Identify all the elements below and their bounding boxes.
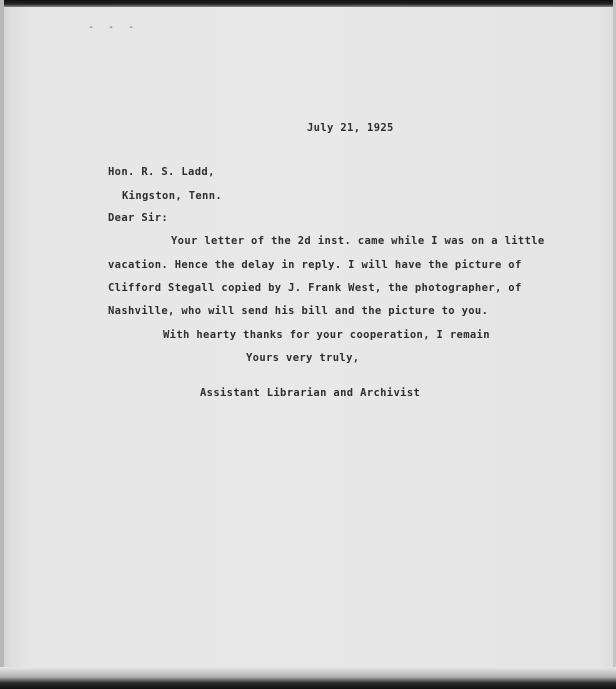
body-line: Clifford Stegall copied by J. Frank West, the photographer, of [108, 282, 522, 294]
paper-specks: - - - [88, 22, 139, 33]
closing-line: With hearty thanks for your cooperation, I remain [163, 329, 490, 341]
body-line: Your letter of the 2d inst. came while I was on a little [171, 235, 545, 247]
scan-bottom-border [0, 667, 616, 689]
recipient-name: Hon. R. S. Ladd, [108, 166, 215, 178]
body-line: vacation. Hence the delay in reply. I will have the picture of [108, 259, 522, 271]
body-line: Nashville, who will send his bill and the picture to you. [108, 305, 489, 317]
recipient-city: Kingston, Tenn. [122, 190, 223, 202]
signature-title: Assistant Librarian and Archivist [200, 387, 421, 399]
scan-left-border [0, 0, 4, 689]
salutation: Dear Sir: [108, 212, 169, 224]
scan-top-border [0, 0, 616, 7]
complimentary-close: Yours very truly, [246, 352, 360, 364]
letter-date: July 21, 1925 [307, 122, 394, 134]
